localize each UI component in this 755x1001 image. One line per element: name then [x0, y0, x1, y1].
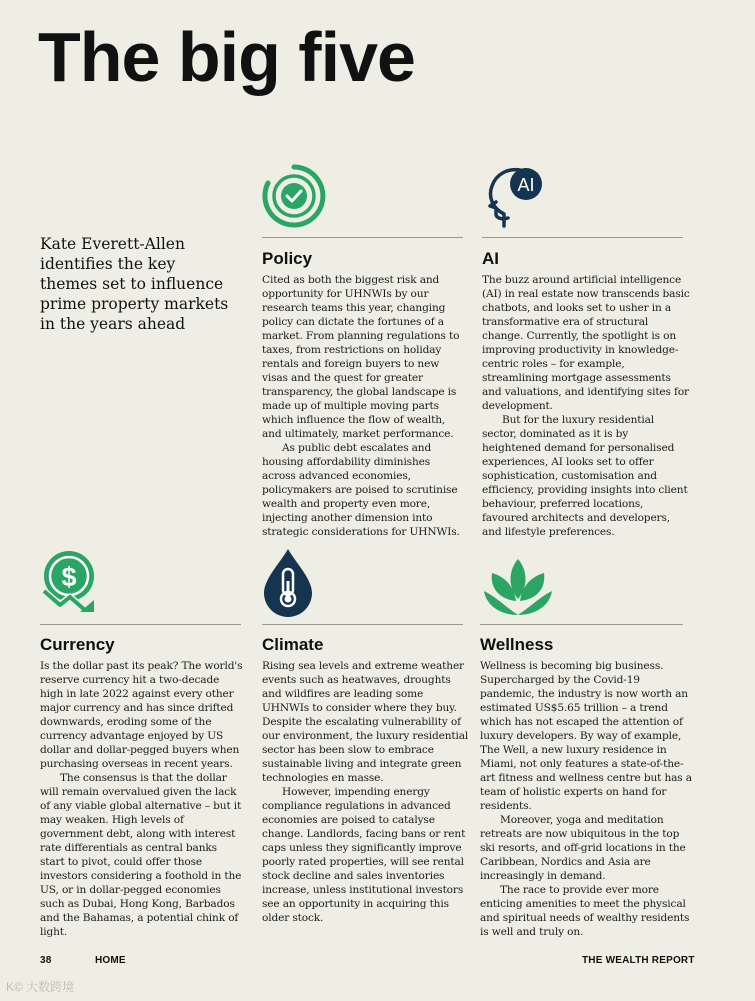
- climate-paragraph-2: However, impending energy compliance regulations in advanced economies are poised to catalyse change. Landlords, facing bans or rent caps unless they significantly improve poorly rated properties, will see rental stock decline and sales inventories increase, unless institutional investors see an opportunity in acquiring this older stock.: [262, 786, 466, 924]
- wellness-heading: Wellness: [480, 635, 554, 654]
- climate-paragraph-1: Rising sea levels and extreme weather events such as heatwaves, droughts and wildfires are leading some UHNWIs to consider where they buy. Despite the escalating vulnerability of our environment, the luxury residential sector has been slow to embrace sustainable living and integrate green technologies en masse.: [262, 660, 469, 784]
- footer-section: HOME: [95, 955, 126, 966]
- thermometer-drop-icon: [262, 547, 314, 617]
- wellness-paragraph-3: The race to provide ever more enticing amenities to meet the physical and spiritual needs of wealthy residents is well and truly on.: [480, 884, 690, 938]
- ai-heading: AI: [482, 249, 499, 268]
- wellness-section: [480, 636, 692, 939]
- ai-section: [482, 250, 690, 539]
- wellness-paragraph-1: Wellness is becoming big business. Supercharged by the Covid-19 pandemic, the industry is now worth an estimated US$5.65 trillion – a trend which has not escaped the attention of luxury developers. By way of example, The Well, a new luxury residence in Miami, not only features a state-of-the-art fitness and wellness centre but has a team of holistic experts on hand for residents.: [480, 660, 692, 812]
- dollar-down-icon: [40, 549, 102, 615]
- target-check-icon: [262, 164, 326, 228]
- climate-heading: Climate: [262, 635, 324, 654]
- currency-section: [40, 636, 243, 939]
- ai-paragraph-1: The buzz around artificial intelligence (AI) in real estate now transcends basic chatbots, and looks set to usher in a transformative era of structural change. Currently, the spotlight is on improving productivity in knowledge-centric roles – for example, streamlining mortgage assessments and valuations, and identifying sites for development.: [482, 274, 690, 412]
- climate-rule: [262, 624, 463, 625]
- ai-paragraph-2: But for the luxury residential sector, dominated as it is by heightened demand for personalised experiences, AI looks set to offer sophistication, customisation and efficiency, providing insights into client behaviour, preferred locations, favoured architects and developers, and lifestyle preferences.: [482, 414, 688, 538]
- ai-icon-text: AI: [517, 175, 535, 195]
- wellness-paragraph-2: Moreover, yoga and meditation retreats are now ubiquitous in the top ski resorts, and off-grid locations in the Caribbean, Nordics and Asia are increasingly in demand.: [480, 814, 686, 882]
- policy-heading: Policy: [262, 249, 313, 268]
- currency-icon-text: $: [61, 562, 77, 592]
- policy-section: [262, 250, 464, 539]
- footer-publication: THE WEALTH REPORT: [582, 955, 695, 966]
- page-title: The big five: [38, 18, 415, 96]
- policy-paragraph-1: Cited as both the biggest risk and opportunity for UHNWIs by our research teams this year, changing policy can dictate the fortunes of a market. From planning regulations to taxes, from restrictions on holiday rentals and foreign buyers to new visas and the quest for greater transparency, the global landscape is made up of multiple moving parts which influence the flow of wealth, and ultimately, market performance.: [262, 274, 460, 440]
- page-number: 38: [40, 955, 52, 966]
- wellness-rule: [480, 624, 683, 625]
- watermark: K© 大数跨境: [6, 980, 75, 994]
- policy-paragraph-2: As public debt escalates and housing affordability diminishes across advanced economies, policymakers are poised to scrutinise wealth and property even more, injecting another dimension into strategic considerations for UHNWIs.: [262, 442, 460, 538]
- climate-section: [262, 636, 470, 925]
- lotus-icon: [482, 557, 554, 619]
- currency-paragraph-1: Is the dollar past its peak? The world's reserve currency hit a two-decade high in late 2022 against every other major currency and has since drifted downwards, eroding some of the currency advantage enjoyed by US dollar and dollar-pegged buyers when purchasing overseas in recent years.: [40, 660, 243, 770]
- ai-head-icon: [482, 162, 552, 230]
- ai-rule: [482, 237, 683, 238]
- currency-paragraph-2: The consensus is that the dollar will remain overvalued given the lack of any viable global alternative – but it may weaken. High levels of government debt, along with interest rate differentials as central banks start to pivot, could offer those investors considering a foothold in the US, or in dollar-pegged economies such as Dubai, Hong Kong, Barbados and the Bahamas, a potential chink of light.: [40, 772, 242, 938]
- policy-rule: [262, 237, 463, 238]
- currency-rule: [40, 624, 241, 625]
- intro-text: Kate Everett-Allen identifies the key themes set to influence prime property markets in the years ahead: [40, 235, 229, 333]
- currency-heading: Currency: [40, 635, 115, 654]
